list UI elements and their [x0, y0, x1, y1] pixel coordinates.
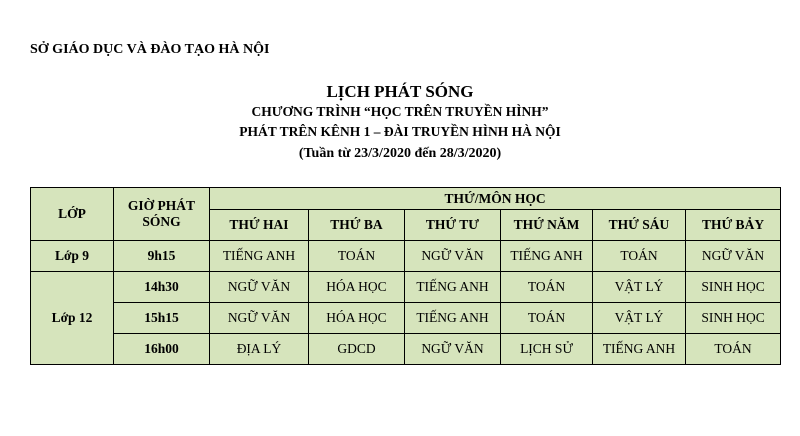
subject-cell: ĐỊA LÝ	[210, 334, 309, 365]
program-name: CHƯƠNG TRÌNH “HỌC TRÊN TRUYỀN HÌNH”	[251, 104, 549, 119]
subject-cell: NGỮ VĂN	[686, 241, 781, 272]
time-column-header-text: GIỜ PHÁT SÓNG	[127, 198, 196, 229]
subject-cell: TOÁN	[593, 241, 686, 272]
subject-cell: TIẾNG ANH	[593, 334, 686, 365]
subject-cell: TIẾNG ANH	[405, 272, 501, 303]
table-row	[31, 303, 781, 334]
subject-cell: NGỮ VĂN	[210, 272, 309, 303]
subject-group-header: THỨ/MÔN HỌC	[210, 188, 781, 210]
time-cell: 14h30	[114, 272, 210, 303]
subject-cell: SINH HỌC	[686, 303, 781, 334]
subject-cell: TOÁN	[309, 241, 405, 272]
subject-cell: GDCD	[309, 334, 405, 365]
time-cell: 16h00	[114, 334, 210, 365]
time-cell: 15h15	[114, 303, 210, 334]
day-header: THỨ TƯ	[405, 210, 501, 241]
subject-cell: SINH HỌC	[686, 272, 781, 303]
day-header: THỨ BẢY	[686, 210, 781, 241]
department-name: SỞ GIÁO DỤC VÀ ĐÀO TẠO HÀ NỘI	[30, 42, 270, 57]
table-row	[31, 334, 781, 365]
week-range: (Tuần từ 23/3/2020 đến 28/3/2020)	[298, 146, 502, 161]
day-header: THỨ BA	[309, 210, 405, 241]
subject-cell: TOÁN	[501, 303, 593, 334]
grade-column-header: LỚP	[31, 188, 114, 241]
subject-cell: TOÁN	[686, 334, 781, 365]
subject-cell: NGỮ VĂN	[405, 241, 501, 272]
day-header: THỨ SÁU	[593, 210, 686, 241]
subject-cell: TIẾNG ANH	[501, 241, 593, 272]
subject-cell: LỊCH SỬ	[501, 334, 593, 365]
table-row	[31, 272, 781, 303]
subject-cell: VẬT LÝ	[593, 272, 686, 303]
subject-cell: HÓA HỌC	[309, 303, 405, 334]
table-row	[31, 241, 781, 272]
subject-cell: NGỮ VĂN	[210, 303, 309, 334]
time-column-header	[114, 188, 210, 241]
header-row	[31, 188, 781, 210]
document-title: LỊCH PHÁT SÓNG	[326, 82, 474, 101]
channel-info: PHÁT TRÊN KÊNH 1 – ĐÀI TRUYỀN HÌNH HÀ NỘI	[239, 124, 561, 139]
broadcast-schedule-table	[30, 187, 781, 365]
subject-cell: TIẾNG ANH	[210, 241, 309, 272]
time-cell: 9h15	[114, 241, 210, 272]
subject-cell: VẬT LÝ	[593, 303, 686, 334]
grade-cell: Lớp 9	[31, 241, 114, 272]
day-header: THỨ NĂM	[501, 210, 593, 241]
day-header: THỨ HAI	[210, 210, 309, 241]
subject-cell: NGỮ VĂN	[405, 334, 501, 365]
subject-cell: TOÁN	[501, 272, 593, 303]
grade-cell: Lớp 12	[31, 272, 114, 365]
subject-cell: HÓA HỌC	[309, 272, 405, 303]
subject-cell: TIẾNG ANH	[405, 303, 501, 334]
